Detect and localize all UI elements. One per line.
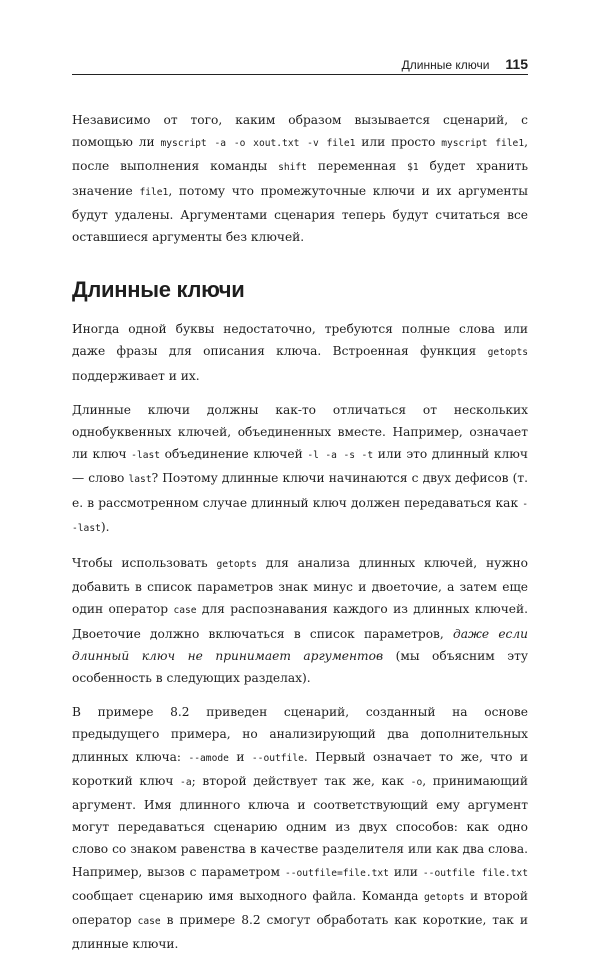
inline-code: -a [180, 776, 192, 788]
page-header [72, 50, 528, 75]
inline-code: getopts [216, 559, 257, 571]
paragraph-1: Независимо от того, каким образом вызывается сценарий, с помощью ли myscript -a -o xout.txt -v file1 или просто myscript file1, после выполнения команды shift переменная $1 будет хранить значение file1, потому что промежуточные ключи и их аргументы будут удалены. Аргументами сценария теперь будут считаться все оставшиеся аргументы без ключей. [72, 113, 529, 245]
inline-code: --last [72, 498, 528, 534]
section-heading: Длинные ключи [72, 277, 245, 303]
paragraph-2: Иногда одной буквы недостаточно, требуются полные слова или даже фразы для описания ключа. Встроенная функция getopts поддерживает и их. [72, 322, 528, 383]
inline-code: getopts [423, 891, 465, 903]
paragraph-4: Чтобы использовать getopts для анализа длинных ключей, нужно добавить в список параметров знак минус и двоеточие, а затем еще один оператор case для распознавания каждого из длинных ключей. Двоеточие должно включаться в список параметров, даже если длинный ключ не принимает аргументов (мы объясним эту особенность в следующих разделах). [72, 556, 528, 686]
inline-code: -last [131, 450, 161, 462]
inline-code: file1 [139, 186, 169, 198]
inline-code: getopts [487, 347, 528, 359]
inline-code: case [137, 916, 161, 928]
inline-code: --outfile file.txt [422, 867, 528, 879]
paragraph-5: В примере 8.2 приведен сценарий, созданный на основе предыдущего примера, но анализирующий два дополнительных длинных ключа: --amode и --outfile. Первый означает то же, что и короткий ключ -a; второй действует так же, как -o, принимающий аргумент. Имя длинного ключа и соответствующий ему аргумент могут передаваться сценарию одним из двух способов: как одно слово со знаком равенства в качестве разделителя или как два слова. Например, вызов с параметром --outfile=file.txt или --outfile file.txt сообщает сценарию имя выходного файла. Команда getopts и второй оператор case в примере 8.2 смогут обработать как короткие, так и длинные ключи. [72, 705, 529, 952]
inline-code: myscript file1 [441, 138, 525, 150]
running-title: Длинные ключи [401, 58, 490, 72]
page-number: 115 [505, 56, 528, 72]
inline-code: $1 [407, 162, 419, 174]
paragraph-3: Длинные ключи должны как-то отличаться от нескольких однобуквенных ключей, объединенных вместе. Например, означает ли ключ -last объединение ключей -l -a -s -t или это длинный ключ — слово last? Поэтому длинные ключи начинаются с двух дефисов (т. е. в рассмотренном случае длинный ключ должен передаваться как --last). [72, 402, 528, 534]
page-body [72, 109, 528, 968]
inline-code: case [173, 605, 197, 617]
inline-code: --outfile [251, 752, 304, 764]
inline-code: --outfile=file.txt [284, 867, 389, 879]
inline-code: shift [278, 162, 307, 174]
inline-code: -l -a -s -t [307, 450, 374, 462]
inline-code: -o [410, 776, 423, 788]
emphasis: даже если длинный ключ не принимает аргументов [72, 626, 528, 663]
inline-code: --amode [188, 752, 229, 764]
inline-code: last [128, 474, 152, 486]
inline-code: myscript -a -o xout.txt -v file1 [160, 138, 356, 150]
